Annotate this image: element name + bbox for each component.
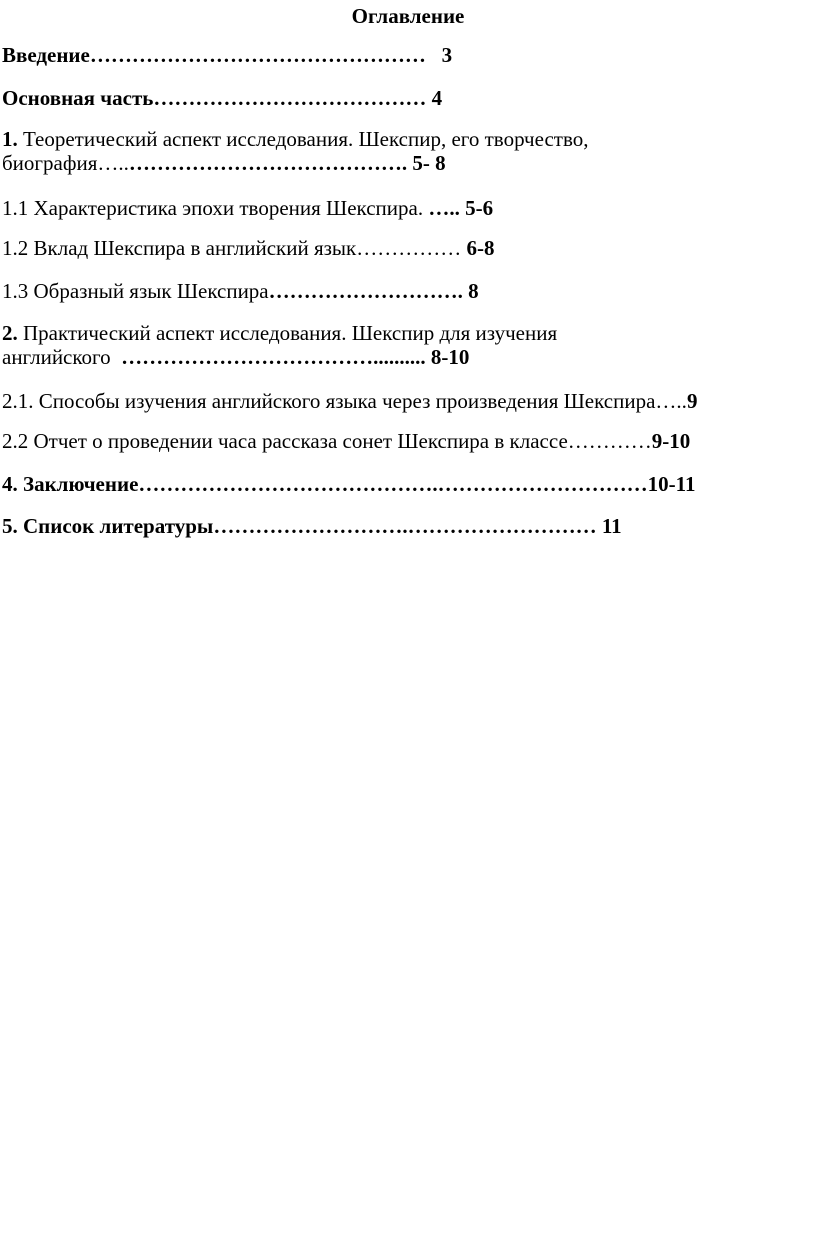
- entry-dots-page: ….. 5-6: [428, 196, 494, 220]
- entry-number: 2.: [2, 321, 18, 345]
- entry-label: 5. Список литературы: [2, 514, 214, 538]
- entry-label-continued: биография…..: [2, 151, 129, 175]
- toc-entry-section-1-1: [2, 196, 493, 220]
- entry-label: 1.3 Образный язык Шекспира: [2, 279, 269, 303]
- entry-label: Введение: [2, 43, 90, 67]
- entry-label-continued: английского: [2, 345, 116, 369]
- toc-entry-section-1-3: [2, 279, 479, 303]
- entry-dots: …………………………………………: [89, 43, 426, 67]
- entry-dots: …………………………………: [153, 86, 427, 110]
- toc-entry-introduction: [2, 43, 452, 67]
- entry-label: 4. Заключение: [2, 472, 139, 496]
- entry-line-2: [2, 345, 557, 369]
- entry-number: 1.: [2, 127, 18, 151]
- toc-entry-literature: [2, 514, 622, 538]
- toc-entry-chapter-2: [2, 321, 557, 369]
- toc-entry-section-2-2: [2, 429, 690, 453]
- entry-gap: [426, 43, 442, 67]
- toc-entry-section-1-2: [2, 236, 495, 260]
- entry-dots-page: ……………………….……………………… 11: [213, 514, 622, 538]
- entry-page: 9: [686, 389, 698, 413]
- entry-label: 1.2 Вклад Шекспира в английский язык……………: [2, 236, 462, 260]
- entry-line-2: [2, 151, 588, 175]
- entry-page: 9-10: [651, 429, 691, 453]
- entry-label: Практический аспект исследования. Шекспир для изучения: [17, 321, 558, 345]
- page-title: Оглавление: [351, 4, 465, 28]
- entry-label: 2.2 Отчет о проведении часа рассказа сонет Шекспира в классе…………: [2, 429, 652, 453]
- entry-line-1: [2, 321, 557, 345]
- entry-label: Основная часть: [2, 86, 154, 110]
- entry-page: 5- 8: [412, 151, 446, 175]
- entry-dots: ………………………………….: [128, 151, 413, 175]
- entry-dots-page: ……………………………….......... 8-10: [115, 345, 470, 369]
- toc-entry-chapter-1: [2, 127, 588, 175]
- entry-label: Теоретический аспект исследования. Шекспир, его творчество,: [17, 127, 589, 151]
- entry-label: 1.1 Характеристика эпохи творения Шекспира.: [2, 196, 429, 220]
- entry-page: 4: [431, 86, 443, 110]
- toc-entry-section-2-1: [2, 389, 697, 413]
- entry-dots-page: …………………………………….…………………………10-11: [138, 472, 696, 496]
- toc-entry-conclusion: [2, 472, 696, 496]
- entry-label: 2.1. Способы изучения английского языка через произведения Шекспира…..: [2, 389, 687, 413]
- entry-page: 6-8: [461, 236, 495, 260]
- toc-entry-main-part: [2, 86, 442, 110]
- entry-line-1: [2, 127, 588, 151]
- entry-page: 3: [441, 43, 453, 67]
- entry-dots-page: ………………………. 8: [268, 279, 479, 303]
